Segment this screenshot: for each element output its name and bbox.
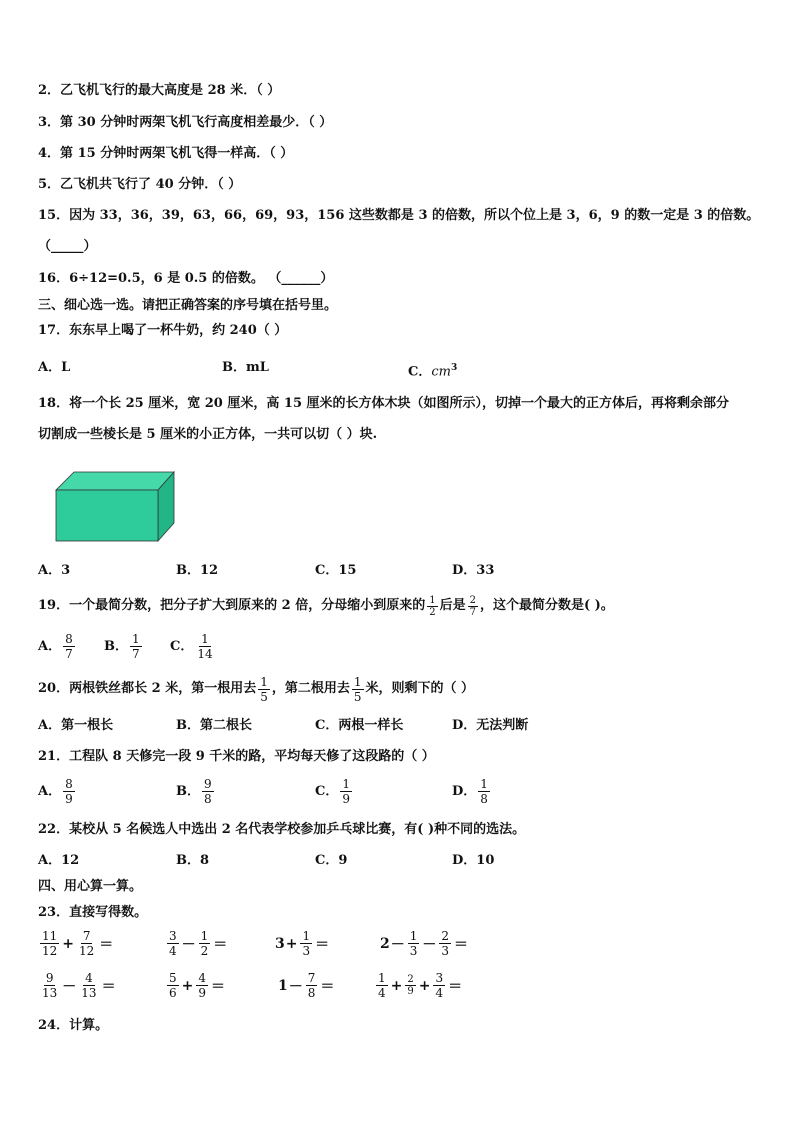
q20-text-1: 20．两根铁丝都长 2 米，第一根用去 (38, 681, 257, 696)
section-3-title: 三、细心选一选。请把正确答案的序号填在括号里。 (38, 298, 338, 313)
line-2: 2．乙飞机飞行的最大高度是 28 米．（ ） (38, 83, 281, 98)
calc-expr-2: 3 4 － 1 2 ＝ (169, 929, 228, 958)
q17-option-c-unit: cm (431, 364, 451, 380)
q22-option-d: D．10 (452, 853, 495, 868)
q21-option-d: D． 1 8 (452, 777, 488, 806)
calc-expr-6: 5 6 + $\frac{4}{9}$ ＝ (169, 971, 226, 1000)
q22-option-c: C．9 (315, 853, 348, 868)
question-15-blank: （_____） (38, 239, 97, 254)
q19-option-b: B． 1 7 (104, 632, 140, 661)
question-24: 24．计算。 (38, 1018, 109, 1033)
question-23: 23．直接写得数。 (38, 905, 148, 920)
section-4-title: 四、用心算一算。 (38, 879, 143, 894)
q19-option-a: A． 8 7 (38, 632, 73, 661)
q19-text-3: ，这个最简分数是( )。 (479, 598, 614, 613)
line-5: 5．乙飞机共飞行了 40 分钟．（ ） (38, 177, 242, 192)
question-18-line1: 18．将一个长 25 厘米，宽 20 厘米，高 15 厘米的长方体木块（如图所示），切掉一个最大的正方体后，再将剩余部分 (38, 396, 730, 411)
q18-option-c: C．15 (315, 563, 357, 578)
line-4: 4．第 15 分钟时两架飞机飞得一样高．（ ） (38, 146, 294, 161)
question-18-line2: 切割成一些棱长是 5 厘米的小正方体，一共可以切（ ）块. (38, 427, 378, 442)
q19-text-2: 后是 (439, 598, 466, 613)
question-15: 15．因为 33，36，39，63，66，69，93，156 这些数都是 3 的倍数，所以个位上是 3，6，9 的数一定是 3 的倍数。 (38, 208, 760, 223)
q18-option-d: D．33 (452, 563, 495, 578)
calc-expr-7: 1 － 7 8 ＝ (278, 971, 335, 1000)
q21-option-a: A． 8 9 (38, 777, 73, 806)
calc-expr-4: 2 － 1 3 － 2 3 ＝ (380, 929, 469, 958)
q18-option-a: A．3 (38, 563, 71, 578)
q20-option-b: B．第二根长 (176, 718, 252, 733)
q18-option-b: B．12 (176, 563, 219, 578)
q20-fraction-1: 1 5 (260, 674, 268, 704)
q20-option-a: A．第一根长 (38, 718, 114, 733)
q22-option-b: B．8 (176, 853, 210, 868)
q17-option-c (408, 359, 457, 381)
calc-expr-1: 11 12 + $\frac{7}{12}$ ＝ (42, 929, 114, 958)
q20-option-c: C．两根一样长 (315, 718, 404, 733)
q21-option-b: B． 9 8 (176, 777, 212, 806)
q20-text-3: 米，则剩下的（ ） (365, 681, 475, 696)
question-20 (38, 672, 474, 706)
line-3: 3．第 30 分钟时两架飞机飞行高度相差最少．（ ） (38, 115, 333, 130)
calc-expr-8: 1 4 + $\frac{2}{9}$ + $\frac{3}{4}$ ＝ (378, 971, 463, 1000)
question-17: 17．东东早上喝了一杯牛奶，约 240（ ） (38, 323, 288, 338)
q17-option-c-exp: 3 (450, 363, 458, 373)
cuboid-figure (54, 470, 178, 544)
q19-fraction-half: 1 2 (429, 594, 436, 618)
q19-option-c: C． 1 14 (170, 632, 213, 661)
q19-text-1: 19．一个最简分数，把分子扩大到原来的 2 倍，分母缩小到原来的 (38, 598, 426, 613)
question-16: 16．6÷12=0.5，6 是 0.5 的倍数。 （______） (38, 271, 334, 286)
question-19 (38, 591, 614, 621)
question-21: 21．工程队 8 天修完一段 9 千米的路，平均每天修了这段路的（ ） (38, 749, 435, 764)
q17-option-b: B．mL (222, 360, 269, 375)
q22-option-a: A．12 (38, 853, 80, 868)
q20-option-d: D．无法判断 (452, 718, 529, 733)
q19-fraction-result: 2 7 (469, 594, 476, 618)
cuboid-front-face (56, 490, 158, 541)
calc-expr-3: 3 + $\frac{1}{3}$ ＝ (275, 929, 330, 958)
cuboid-top-face (56, 472, 174, 490)
q20-fraction-2: 1 5 (353, 674, 362, 704)
calc-expr-5: 9 13 － 4 13 ＝ (42, 971, 116, 1000)
question-22: 22．某校从 5 名候选人中选出 2 名代表学校参加乒乓球比赛，有( )种不同的选法。 (38, 822, 526, 837)
q21-option-c: C． 1 9 (315, 777, 350, 806)
q17-option-a: A．L (38, 360, 71, 375)
q20-text-2: ，第二根用去 (271, 681, 350, 696)
q17-option-c-label: C． (408, 364, 432, 380)
